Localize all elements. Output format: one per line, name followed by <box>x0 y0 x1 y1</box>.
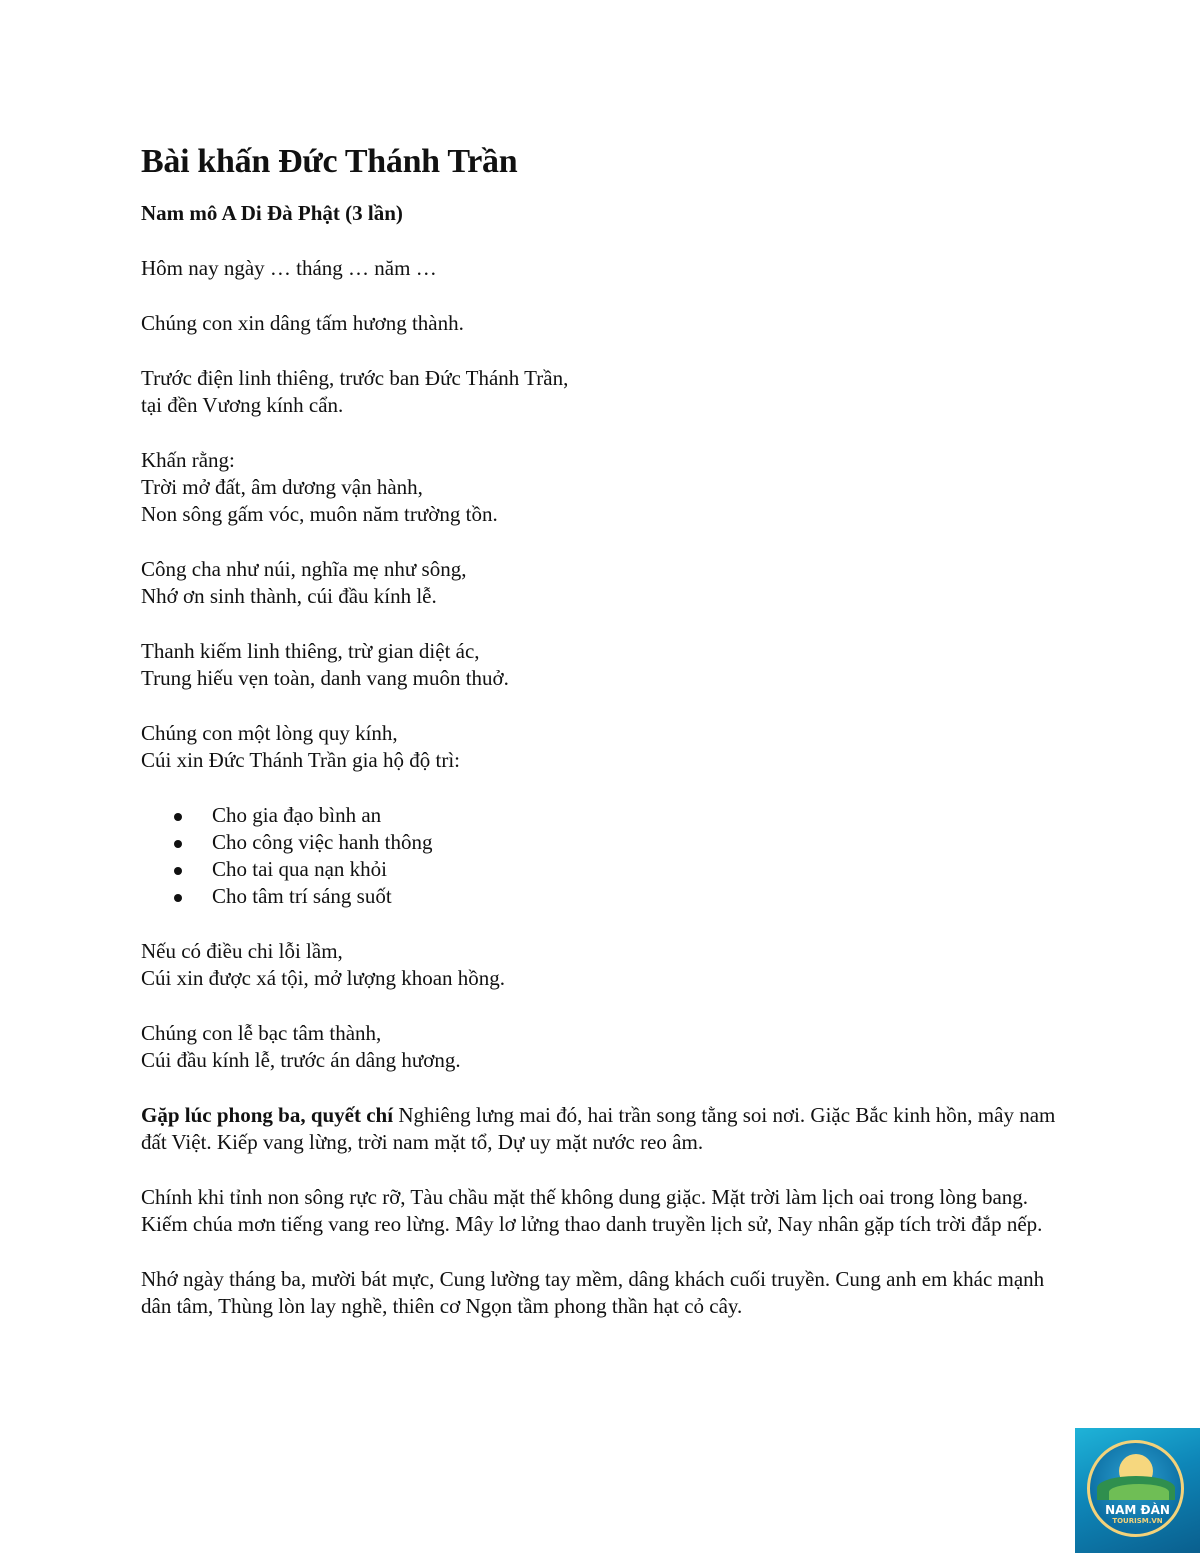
prayer-item <box>141 856 1061 883</box>
paragraph-2: Chính khi tỉnh non sông rực rỡ, Tàu chầu mặt thế không dung giặc. Mặt trời làm lịch oai trong lòng bang. Kiếm chúa mơn tiếng vang reo lừng. Mây lơ lửng thao danh truyền lịch sử, Nay nhân gặp tích trời đắp nếp. <box>141 1185 1043 1236</box>
stanza-7 <box>141 1020 1061 1074</box>
prayer-list <box>141 802 1061 910</box>
prayer-item <box>141 802 1061 829</box>
paragraph-3: Nhớ ngày tháng ba, mười bát mực, Cung lường tay mềm, dâng khách cuối truyền. Cung anh em khác mạnh dân tâm, Thùng lòn lay nghề, thiên cơ Ngọn tầm phong thần hạt cỏ cây. <box>141 1267 1045 1318</box>
stanza-7-line: Cúi đầu kính lễ, trước án dâng hương. <box>141 1048 461 1072</box>
paragraph-1-lead: Gặp lúc phong ba, quyết chí <box>141 1103 394 1127</box>
bullet-icon <box>174 840 182 848</box>
stanza-3-line: Công cha như núi, nghĩa mẹ như sông, <box>141 557 467 581</box>
stanza-2-line: Khấn rằng: <box>141 448 235 472</box>
stanza-5-line: Chúng con một lòng quy kính, <box>141 721 398 745</box>
stanza-2-line: Trời mở đất, âm dương vận hành, <box>141 475 423 499</box>
hill-icon <box>1109 1484 1169 1500</box>
nam-dan-tourism-logo[interactable] <box>1075 1428 1200 1553</box>
offering-line: Chúng con xin dâng tấm hương thành. <box>141 311 464 335</box>
bullet-icon <box>174 813 182 821</box>
prayer-text: Cho tâm trí sáng suốt <box>212 884 392 908</box>
document-body <box>141 138 1061 1348</box>
stanza-4-line: Trung hiếu vẹn toàn, danh vang muôn thuở. <box>141 666 509 690</box>
stanza-6-line: Nếu có điều chi lỗi lầm, <box>141 939 343 963</box>
prayer-text: Cho tai qua nạn khỏi <box>212 857 387 881</box>
bullet-icon <box>174 894 182 902</box>
stanza-5 <box>141 720 1061 774</box>
stanza-1 <box>141 365 1061 419</box>
bullet-icon <box>174 867 182 875</box>
stanza-1-line: Trước điện linh thiêng, trước ban Đức Thánh Trần, <box>141 366 569 390</box>
stanza-6 <box>141 938 1061 992</box>
logo-brand-text: NAM ĐÀN <box>1105 1503 1170 1517</box>
stanza-4-line: Thanh kiếm linh thiêng, trừ gian diệt ác, <box>141 639 480 663</box>
invocation: Nam mô A Di Đà Phật (3 lần) <box>141 201 403 225</box>
prayer-item <box>141 829 1061 856</box>
paragraph-1 <box>141 1102 1061 1156</box>
document-title: Bài khấn Đức Thánh Trần <box>141 143 518 180</box>
date-line: Hôm nay ngày … tháng … năm … <box>141 256 437 280</box>
stanza-6-line: Cúi xin được xá tội, mở lượng khoan hồng. <box>141 966 506 990</box>
prayer-text: Cho công việc hanh thông <box>212 830 433 854</box>
stanza-2 <box>141 447 1061 528</box>
stanza-5-line: Cúi xin Đức Thánh Trần gia hộ độ trì: <box>141 748 460 772</box>
logo-sub-text: TOURISM.VN <box>1112 1517 1163 1525</box>
stanza-3 <box>141 556 1061 610</box>
stanza-2-line: Non sông gấm vóc, muôn năm trường tồn. <box>141 502 498 526</box>
paragraph-1-text: Nghiêng lưng mai đó, hai trần song tằng soi nơi. Giặc Bắc kinh hồn, mây nam đất Việt. Kiếp vang lừng, trời nam mặt tổ, Dự uy mặt nước reo âm. <box>141 1103 1056 1154</box>
prayer-text: Cho gia đạo bình an <box>212 803 382 827</box>
stanza-7-line: Chúng con lễ bạc tâm thành, <box>141 1021 382 1045</box>
stanza-3-line: Nhớ ơn sinh thành, cúi đầu kính lễ. <box>141 584 437 608</box>
stanza-1-line: tại đền Vương kính cẩn. <box>141 393 344 417</box>
stanza-4 <box>141 638 1061 692</box>
prayer-item <box>141 883 1061 910</box>
